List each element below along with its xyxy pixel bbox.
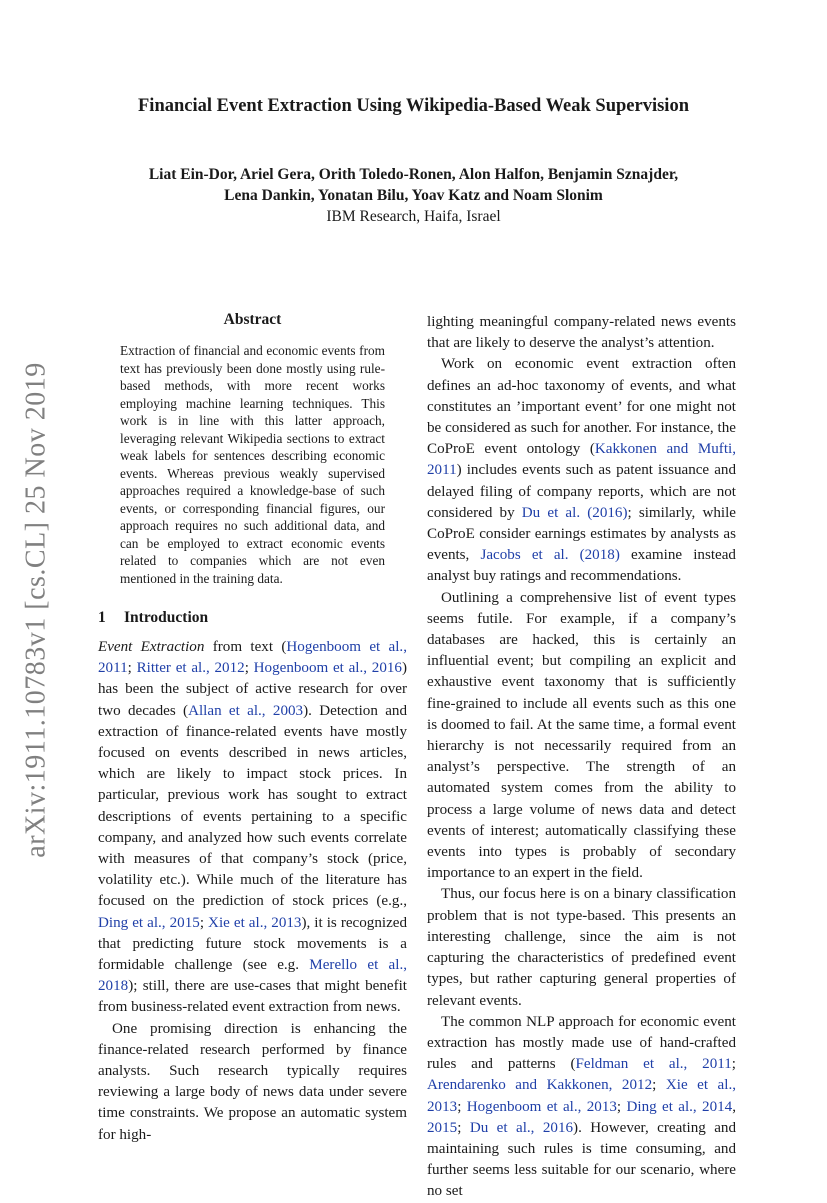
citation-link[interactable]: Ritter et al., 2012 xyxy=(136,660,245,677)
intro-paragraph-2-continued: lighting meaningful company-related news events that are likely to deserve the analyst’s attention. xyxy=(427,314,736,352)
citation-link[interactable]: 2015 xyxy=(427,1119,458,1136)
citation-link[interactable]: Du et al., 2016 xyxy=(469,1119,574,1136)
intro-paragraph-4: Outlining a comprehensive list of event types seems futile. For example, if a company’s databases are hacked, this is certainly an influential event; but compiling an explicit and exhaustive event taxonomy that is sufficiently fine-grained to include all events such as this one is doomed to fail. At the same time, a formal event hierarchy is not necessarily required from an analyst’s perspective. The strength of an automated system comes from the ability to process a large volume of news data and detect events of interest; automatically classifying these events into types is probably of secondary importance to an expert in the field. xyxy=(427,589,736,882)
intro-paragraph-5: Thus, our focus here is on a binary classification problem that is not type-based. This presents an interesting challenge, since the aim is not capturing the characteristics of predefined event types, but rather capturing general properties of relevant events. xyxy=(427,886,736,1009)
citation-link[interactable]: Merello et al., 2018 xyxy=(98,957,407,995)
intro-paragraph-6: The common NLP approach for economic event extraction has mostly made use of hand-crafted rules and patterns (Feldman et al., 2011; Arendarenko and Kakkonen, 2012; Xie et al., 2013; Hogenboom et al., 2013; Ding et al., 2014, 2015; Du et al., 2016). However, creating and maintaining such rules is time consuming, and further seems less suitable for our scenario, where no set xyxy=(427,1013,737,1200)
citation-link[interactable]: Jacobs et al. (2018) xyxy=(480,547,620,564)
citation-link[interactable]: Hogenboom et al., 2013 xyxy=(466,1098,617,1115)
citation-link[interactable]: Hogenboom et al., 2011 xyxy=(98,639,407,677)
section-number: 1 xyxy=(98,609,106,626)
term-event-extraction: Event Extraction xyxy=(98,639,205,655)
arxiv-identifier xyxy=(16,360,58,860)
right-column xyxy=(427,312,736,1203)
citation-link[interactable]: Arendarenko and Kakkonen, 2012 xyxy=(427,1077,653,1094)
paper-title: Financial Event Extraction Using Wikipedia-Based Weak Supervision xyxy=(138,96,689,116)
citation-link[interactable]: Xie et al., 2013 xyxy=(208,914,302,931)
citation-link[interactable]: Kakkonen and Mufti, 2011 xyxy=(427,441,736,479)
affiliation: IBM Research, Haifa, Israel xyxy=(326,208,501,225)
abstract-body: Extraction of financial and economic events from text has previously been done mostly using rule-based methods, with more recent works employing machine learning techniques. This work is in line with this latter approach, leveraging relevant Wikipedia sections to extract weak labels for sentences describing economic events. Whereas previous weakly supervised approaches required a knowledge-base of such events, or corresponding financial figures, our approach requires no such additional data, and can be employed to extract economic events related to companies which are not even mentioned in the training data. xyxy=(120,343,385,586)
left-column xyxy=(98,309,407,1146)
citation-link[interactable]: Ding et al., 2015 xyxy=(98,914,200,931)
citation-link[interactable]: Feldman et al., 2011 xyxy=(575,1056,732,1073)
intro-paragraph-3: Work on economic event extraction often defines an ad-hoc taxonomy of events, and what constitutes an ’important event’ for one might not be considered as such for another. For instance, the CoProE event ontology (Kakkonen and Mufti, 2011) includes events such as patent issuance and delayed filing of company reports, which are not considered by Du et al. (2016); similarly, while CoProE consider earnings estimates by analysts as events, Jacobs et al. (2018) examine instead analyst buy ratings and recommendations. xyxy=(427,356,736,585)
citation-link[interactable]: Allan et al., 2003 xyxy=(188,702,304,719)
arxiv-identifier-text: arXiv:1911.10783v1 [cs.CL] 25 Nov 2019 xyxy=(21,362,52,858)
intro-paragraph-1: Event Extraction from text (Hogenboom et al., 2011; Ritter et al., 2012; Hogenboom et al., 2016) has been the subject of active research for over two decades (Allan et al., 2003). Detection and extraction of finance-related events have mostly focused on events described in news articles, which are likely to impact stock prices. In particular, previous work has sought to extract descriptions of events pertaining to a specific company, and analyzed how such events correlate with measures of that company’s stock (price, volatility etc.). While much of the literature has focused on the prediction of stock prices (e.g., Ding et al., 2015; Xie et al., 2013), it is recognized that predicting future stock movements is a formidable challenge (see e.g. Merello et al., 2018); still, there are use-cases that might benefit from business-related event extraction from news. xyxy=(98,639,408,1016)
authors-line-1: Liat Ein-Dor, Ariel Gera, Orith Toledo-Ronen, Alon Halfon, Benjamin Sznajder, xyxy=(148,166,679,183)
citation-link[interactable]: Ding et al., 2014 xyxy=(626,1098,733,1115)
intro-paragraph-2: One promising direction is enhancing the finance-related research performed by finance analysts. Such research typically requires reviewing a large body of news data under severe time constraints. We propose an automatic system for high- xyxy=(98,1020,407,1143)
citation-link[interactable]: Hogenboom et al., 2016 xyxy=(253,660,402,677)
citation-link[interactable]: Xie et al., 2013 xyxy=(427,1077,736,1115)
citation-link[interactable]: Du et al. (2016) xyxy=(521,504,628,521)
abstract-heading: Abstract xyxy=(223,311,282,328)
section-heading-introduction xyxy=(98,607,407,629)
authors-line-2: Lena Dankin, Yonatan Bilu, Yoav Katz and Noam Slonim xyxy=(224,187,603,204)
author-block xyxy=(0,164,827,227)
section-title: Introduction xyxy=(124,609,209,626)
